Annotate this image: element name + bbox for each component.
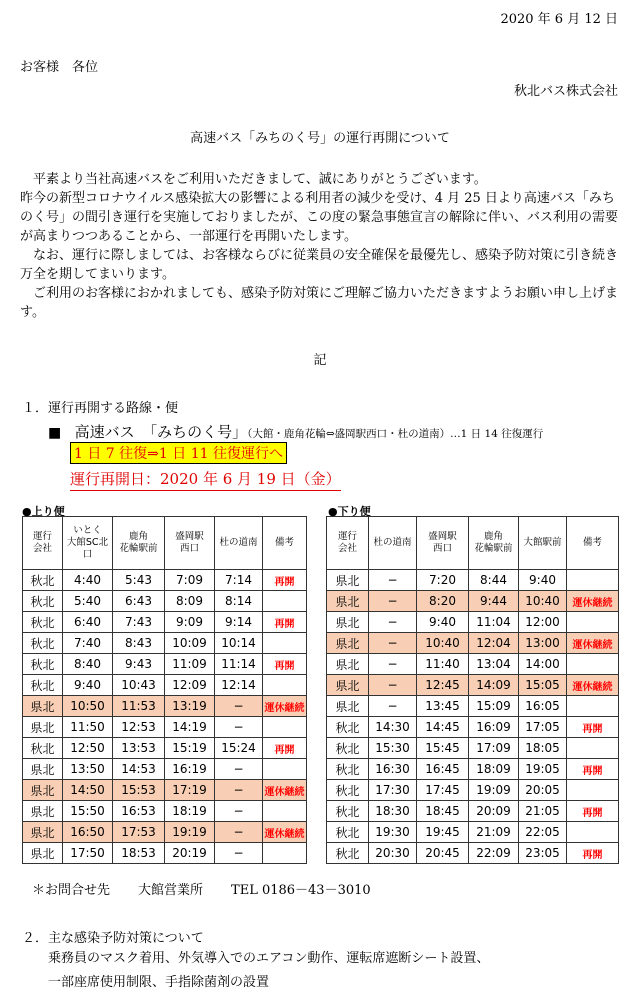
table-row xyxy=(23,822,307,843)
note-cell xyxy=(567,696,619,717)
table-row xyxy=(327,654,619,675)
time-cell: 17:50 xyxy=(63,843,113,864)
contact-office: 大館営業所 xyxy=(138,883,204,898)
addressee: お客様 各位 xyxy=(20,60,99,75)
company-cell: 県北 xyxy=(327,633,369,654)
time-cell: 17:45 xyxy=(417,780,469,801)
note-cell: 運休継続 xyxy=(567,675,619,696)
time-cell: − xyxy=(215,717,263,738)
paragraph: 昨今の新型コロナウイルス感染拡大の影響による利用者の減少を受け、4 月 25 日より高速バス「みちのく号」の間引き運行を実施しておりましたが、この度の緊急事態宣言の解除に伴い、バス利用の需要が高まりつつあることから、一部運行を再開いたします。 xyxy=(20,191,619,244)
company-cell: 秋北 xyxy=(327,759,369,780)
company-cell: 県北 xyxy=(327,654,369,675)
time-cell: 14:45 xyxy=(417,717,469,738)
time-cell: 16:50 xyxy=(63,822,113,843)
time-cell: 13:53 xyxy=(113,738,165,759)
time-cell: 16:53 xyxy=(113,801,165,822)
table-row xyxy=(327,801,619,822)
table-row xyxy=(23,633,307,654)
outbound-title: ●上り便 xyxy=(22,505,65,518)
note-cell xyxy=(567,780,619,801)
time-cell: 11:50 xyxy=(63,717,113,738)
time-cell: 20:05 xyxy=(519,780,567,801)
time-cell: 14:09 xyxy=(469,675,519,696)
route-name: 高速バス 「みちのく号」 xyxy=(74,423,248,441)
time-cell: 15:30 xyxy=(369,738,417,759)
time-cell: 13:00 xyxy=(519,633,567,654)
contact-tel: TEL 0186－43－3010 xyxy=(231,883,371,898)
time-cell: 16:45 xyxy=(417,759,469,780)
note-cell: 再開 xyxy=(263,654,307,675)
time-cell: 21:05 xyxy=(519,801,567,822)
time-cell: 9:40 xyxy=(63,675,113,696)
time-cell: 18:19 xyxy=(165,801,215,822)
company-cell: 県北 xyxy=(23,801,63,822)
time-cell: 16:30 xyxy=(369,759,417,780)
time-cell: 11:09 xyxy=(165,654,215,675)
measures-line: 一部座席使用制限、手指除菌剤の設置 xyxy=(48,975,270,990)
column-header: 運行 会社 xyxy=(23,517,63,570)
table-row xyxy=(327,822,619,843)
table-row xyxy=(327,612,619,633)
time-cell: 7:14 xyxy=(215,570,263,591)
route-detail: （大館・鹿角花輪⇔盛岡駅西口・杜の道南）…1 日 14 往復運行 xyxy=(247,428,544,440)
time-cell: 16:09 xyxy=(469,717,519,738)
time-cell: − xyxy=(369,612,417,633)
company-cell: 秋北 xyxy=(23,633,63,654)
time-cell: 9:44 xyxy=(469,591,519,612)
time-cell: 4:40 xyxy=(63,570,113,591)
time-cell: 10:50 xyxy=(63,696,113,717)
time-cell: 19:05 xyxy=(519,759,567,780)
time-cell: 11:04 xyxy=(469,612,519,633)
note-cell: 運休継続 xyxy=(263,780,307,801)
time-cell: 18:45 xyxy=(417,801,469,822)
company-cell: 秋北 xyxy=(23,675,63,696)
note-cell xyxy=(567,570,619,591)
time-cell: 9:43 xyxy=(113,654,165,675)
time-cell: 15:05 xyxy=(519,675,567,696)
inbound-title: ●下り便 xyxy=(328,505,371,518)
time-cell: 11:53 xyxy=(113,696,165,717)
company-cell: 県北 xyxy=(327,591,369,612)
table-row xyxy=(327,591,619,612)
company-cell: 県北 xyxy=(23,780,63,801)
time-cell: − xyxy=(369,633,417,654)
time-cell: 8:09 xyxy=(165,591,215,612)
time-cell: − xyxy=(215,822,263,843)
time-cell: 14:00 xyxy=(519,654,567,675)
company-cell: 秋北 xyxy=(23,591,63,612)
table-row xyxy=(327,696,619,717)
table-row xyxy=(327,738,619,759)
note-cell xyxy=(263,675,307,696)
note-cell: 再開 xyxy=(567,759,619,780)
time-cell: 8:43 xyxy=(113,633,165,654)
time-cell: 5:40 xyxy=(63,591,113,612)
time-cell: − xyxy=(215,696,263,717)
note-cell: 再開 xyxy=(263,612,307,633)
note-cell: 再開 xyxy=(567,717,619,738)
time-cell: 17:53 xyxy=(113,822,165,843)
outbound-timetable xyxy=(22,516,307,864)
table-row xyxy=(23,801,307,822)
company-cell: 秋北 xyxy=(327,801,369,822)
route-line xyxy=(48,421,543,442)
column-header: 杜の道南 xyxy=(215,517,263,570)
time-cell: − xyxy=(369,591,417,612)
column-header: 備考 xyxy=(567,517,619,570)
note-cell: 運休継続 xyxy=(263,822,307,843)
column-header: 盛岡駅 西口 xyxy=(417,517,469,570)
company-cell: 秋北 xyxy=(327,843,369,864)
table-row xyxy=(327,780,619,801)
paragraph: ご利用のお客様におかれましても、感染予防対策にご理解ご協力いただきますようお願い申し上げます。 xyxy=(20,286,619,320)
time-cell: 6:43 xyxy=(113,591,165,612)
time-cell: 21:09 xyxy=(469,822,519,843)
table-row xyxy=(327,759,619,780)
column-header: いとく 大館SC北口 xyxy=(63,517,113,570)
note-cell xyxy=(263,801,307,822)
table-row xyxy=(327,570,619,591)
time-cell: 15:24 xyxy=(215,738,263,759)
table-row xyxy=(23,675,307,696)
contact-info xyxy=(32,879,399,898)
note-cell: 再開 xyxy=(567,843,619,864)
company-cell: 秋北 xyxy=(23,570,63,591)
note-cell: 運休継続 xyxy=(567,633,619,654)
time-cell: 7:20 xyxy=(417,570,469,591)
time-cell: 17:19 xyxy=(165,780,215,801)
note-cell: 運休継続 xyxy=(567,591,619,612)
time-cell: 20:30 xyxy=(369,843,417,864)
time-cell: 18:30 xyxy=(369,801,417,822)
time-cell: 10:40 xyxy=(417,633,469,654)
paragraph: なお、運行に際しましては、お客様ならびに従業員の安全確保を最優先し、感染予防対策に引き続き万全を期してまいります。 xyxy=(20,248,619,282)
time-cell: 19:45 xyxy=(417,822,469,843)
company-cell: 県北 xyxy=(327,675,369,696)
table-row xyxy=(23,570,307,591)
company-cell: 県北 xyxy=(327,696,369,717)
time-cell: 12:14 xyxy=(215,675,263,696)
time-cell: 14:53 xyxy=(113,759,165,780)
company-cell: 秋北 xyxy=(327,738,369,759)
time-cell: 9:09 xyxy=(165,612,215,633)
time-cell: 18:05 xyxy=(519,738,567,759)
company-name: 秋北バス株式会社 xyxy=(513,84,618,99)
section1-heading: １．運行再開する路線・便 xyxy=(22,401,179,416)
time-cell: 12:04 xyxy=(469,633,519,654)
time-cell: 12:53 xyxy=(113,717,165,738)
time-cell: 12:09 xyxy=(165,675,215,696)
company-cell: 秋北 xyxy=(327,717,369,738)
table-row xyxy=(327,717,619,738)
table-row xyxy=(23,738,307,759)
table-row xyxy=(23,717,307,738)
time-cell: − xyxy=(215,801,263,822)
note-cell xyxy=(263,759,307,780)
time-cell: 12:45 xyxy=(417,675,469,696)
company-cell: 県北 xyxy=(23,843,63,864)
time-cell: − xyxy=(369,675,417,696)
time-cell: 10:43 xyxy=(113,675,165,696)
note-cell xyxy=(567,654,619,675)
note-cell xyxy=(263,717,307,738)
column-header: 大館駅前 xyxy=(519,517,567,570)
time-cell: 9:40 xyxy=(417,612,469,633)
company-cell: 県北 xyxy=(23,759,63,780)
time-cell: − xyxy=(369,570,417,591)
time-cell: 13:04 xyxy=(469,654,519,675)
column-header: 鹿角 花輪駅前 xyxy=(113,517,165,570)
time-cell: 9:40 xyxy=(519,570,567,591)
time-cell: − xyxy=(215,759,263,780)
time-cell: 15:19 xyxy=(165,738,215,759)
prevention-measures xyxy=(48,947,628,995)
table-row xyxy=(23,780,307,801)
company-cell: 秋北 xyxy=(23,654,63,675)
time-cell: 19:19 xyxy=(165,822,215,843)
resume-date: 運行再開日：2020 年 6 月 19 日（金） xyxy=(70,468,341,491)
time-cell: 17:05 xyxy=(519,717,567,738)
note-cell xyxy=(567,822,619,843)
time-cell: 12:00 xyxy=(519,612,567,633)
time-cell: 19:09 xyxy=(469,780,519,801)
note-cell xyxy=(263,591,307,612)
time-cell: 16:05 xyxy=(519,696,567,717)
table-row xyxy=(327,633,619,654)
time-cell: 17:30 xyxy=(369,780,417,801)
time-cell: 13:19 xyxy=(165,696,215,717)
table-row xyxy=(23,612,307,633)
time-cell: 10:09 xyxy=(165,633,215,654)
time-cell: 8:20 xyxy=(417,591,469,612)
time-cell: 19:30 xyxy=(369,822,417,843)
column-header: 盛岡駅 西口 xyxy=(165,517,215,570)
column-header: 備考 xyxy=(263,517,307,570)
note-cell: 再開 xyxy=(263,738,307,759)
service-change-highlight: 1 日 7 往復⇒1 日 11 往復運行へ xyxy=(70,442,287,464)
time-cell: 15:53 xyxy=(113,780,165,801)
bullet: ■ xyxy=(48,425,62,441)
time-cell: − xyxy=(215,780,263,801)
company-cell: 県北 xyxy=(327,612,369,633)
time-cell: 5:43 xyxy=(113,570,165,591)
time-cell: − xyxy=(369,696,417,717)
table-row xyxy=(23,591,307,612)
time-cell: 18:09 xyxy=(469,759,519,780)
note-cell: 再開 xyxy=(567,801,619,822)
table-row xyxy=(327,843,619,864)
company-cell: 県北 xyxy=(23,717,63,738)
ki-heading: 記 xyxy=(313,353,327,368)
note-cell xyxy=(567,738,619,759)
time-cell: 12:50 xyxy=(63,738,113,759)
table-row xyxy=(23,696,307,717)
time-cell: 8:40 xyxy=(63,654,113,675)
company-cell: 秋北 xyxy=(23,738,63,759)
time-cell: 6:40 xyxy=(63,612,113,633)
company-cell: 秋北 xyxy=(23,612,63,633)
company-cell: 県北 xyxy=(23,822,63,843)
inbound-timetable xyxy=(326,516,619,864)
time-cell: 23:05 xyxy=(519,843,567,864)
time-cell: 11:14 xyxy=(215,654,263,675)
time-cell: 13:50 xyxy=(63,759,113,780)
table-row xyxy=(23,654,307,675)
company-cell: 県北 xyxy=(327,570,369,591)
time-cell: 15:45 xyxy=(417,738,469,759)
time-cell: 13:45 xyxy=(417,696,469,717)
note-cell xyxy=(567,612,619,633)
table-row xyxy=(23,759,307,780)
time-cell: 9:14 xyxy=(215,612,263,633)
time-cell: 11:40 xyxy=(417,654,469,675)
time-cell: 14:30 xyxy=(369,717,417,738)
paragraph: 平素より当社高速バスをご利用いただきまして、誠にありがとうございます。 xyxy=(20,172,487,187)
note-cell xyxy=(263,843,307,864)
time-cell: 7:40 xyxy=(63,633,113,654)
note-cell: 運休継続 xyxy=(263,696,307,717)
time-cell: − xyxy=(215,843,263,864)
time-cell: 15:50 xyxy=(63,801,113,822)
note-cell xyxy=(263,633,307,654)
column-header: 杜の道南 xyxy=(369,517,417,570)
company-cell: 秋北 xyxy=(327,822,369,843)
time-cell: 22:05 xyxy=(519,822,567,843)
issue-date: 2020 年 6 月 12 日 xyxy=(500,12,618,27)
time-cell: − xyxy=(369,654,417,675)
time-cell: 16:19 xyxy=(165,759,215,780)
time-cell: 17:09 xyxy=(469,738,519,759)
page-title: 高速バス「みちのく号」の運行再開について xyxy=(190,131,450,146)
time-cell: 14:50 xyxy=(63,780,113,801)
time-cell: 14:19 xyxy=(165,717,215,738)
section2-heading: ２．主な感染予防対策について xyxy=(22,931,204,946)
notice-body xyxy=(20,170,624,322)
contact-label: ＊お問合せ先 xyxy=(32,883,111,898)
time-cell: 20:09 xyxy=(469,801,519,822)
company-cell: 秋北 xyxy=(327,780,369,801)
time-cell: 7:43 xyxy=(113,612,165,633)
time-cell: 15:09 xyxy=(469,696,519,717)
time-cell: 8:14 xyxy=(215,591,263,612)
time-cell: 10:14 xyxy=(215,633,263,654)
column-header: 鹿角 花輪駅前 xyxy=(469,517,519,570)
time-cell: 20:45 xyxy=(417,843,469,864)
time-cell: 22:09 xyxy=(469,843,519,864)
time-cell: 10:40 xyxy=(519,591,567,612)
time-cell: 20:19 xyxy=(165,843,215,864)
table-row xyxy=(327,675,619,696)
company-cell: 県北 xyxy=(23,696,63,717)
time-cell: 18:53 xyxy=(113,843,165,864)
time-cell: 8:44 xyxy=(469,570,519,591)
note-cell: 再開 xyxy=(263,570,307,591)
table-row xyxy=(23,843,307,864)
column-header: 運行 会社 xyxy=(327,517,369,570)
time-cell: 7:09 xyxy=(165,570,215,591)
measures-line: 乗務員のマスク着用、外気導入でのエアコン動作、運転席遮断シート設置、 xyxy=(48,951,490,966)
